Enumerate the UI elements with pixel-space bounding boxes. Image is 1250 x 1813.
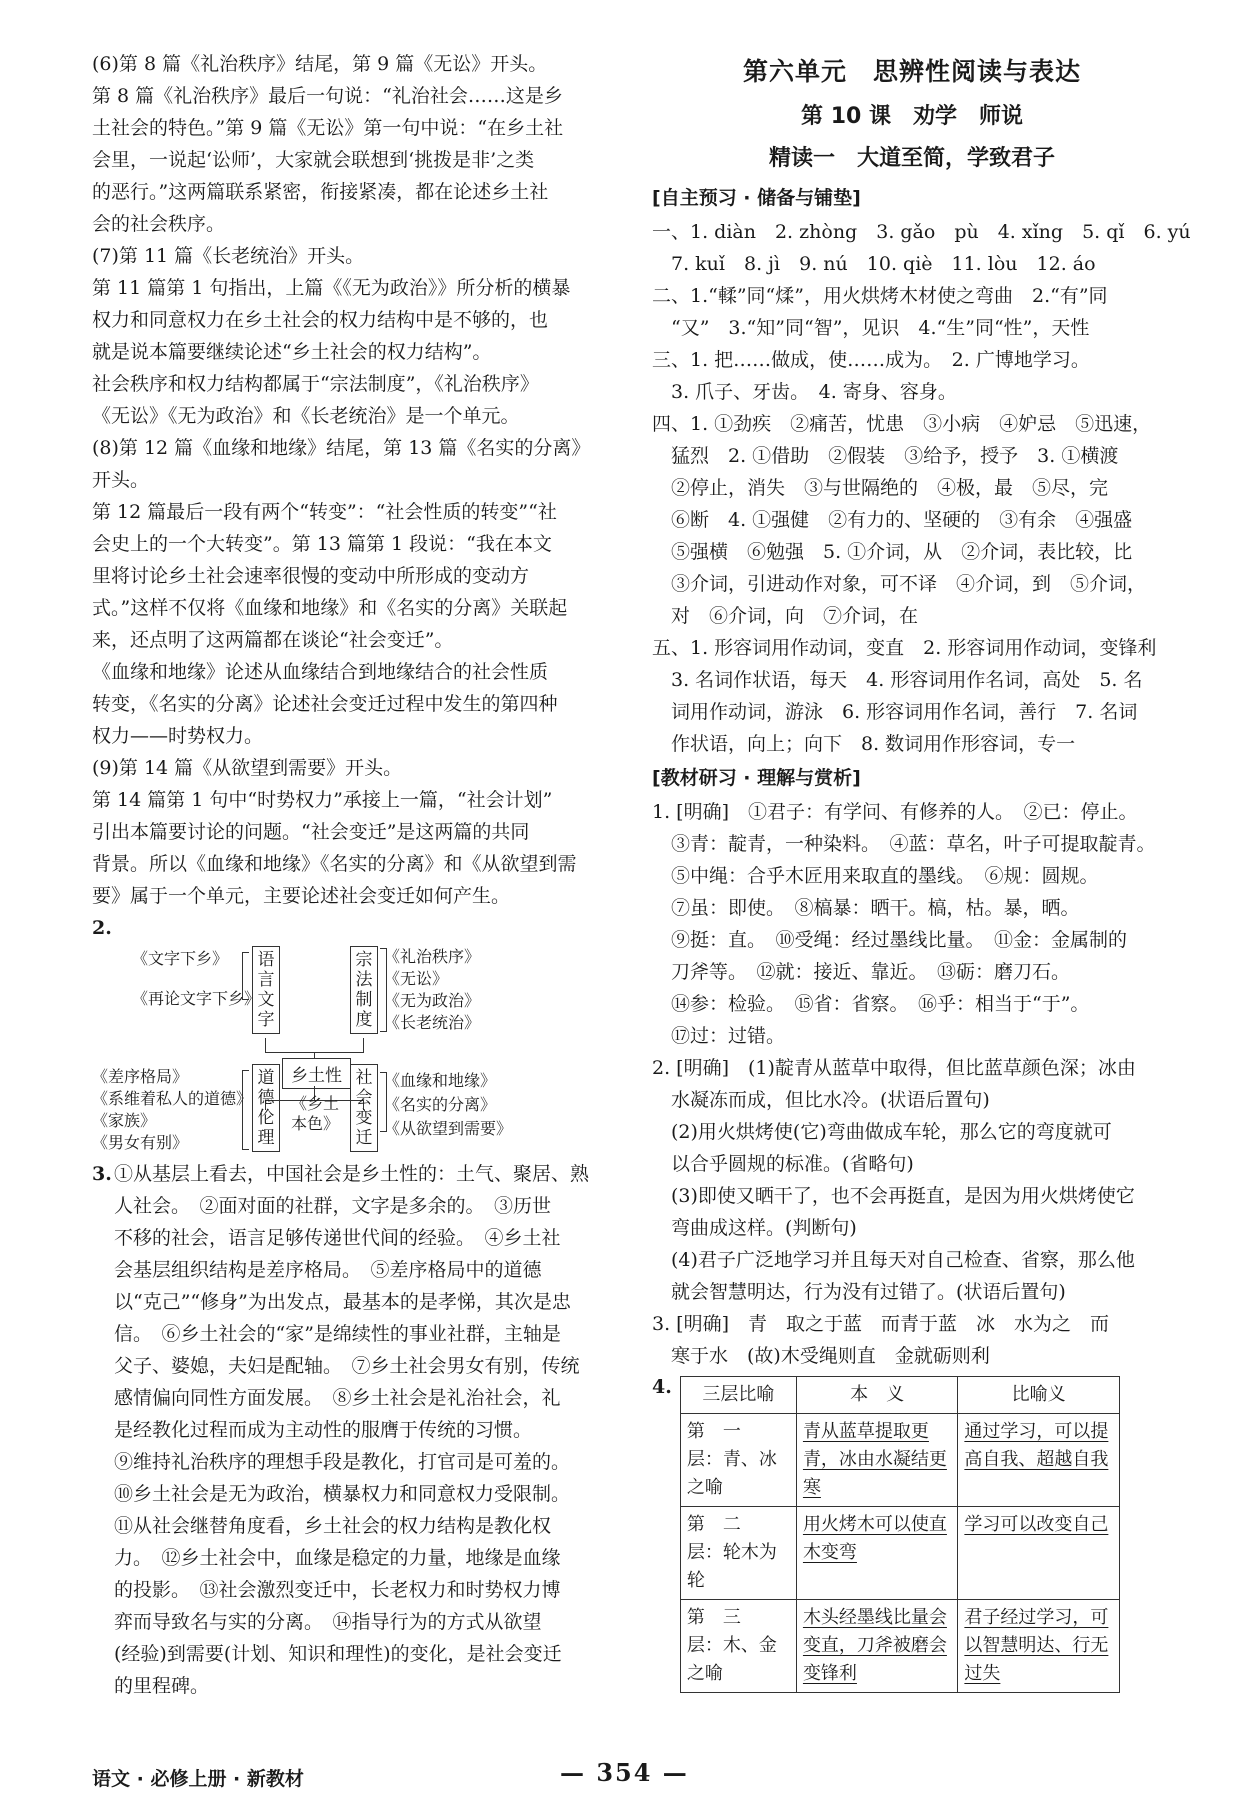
text-line: 就是说本篇要继续论述“乡土社会的权力结构”。 [92, 341, 492, 363]
answer-line: 对 ⑥介词，向 ⑦介词，在 [652, 605, 919, 627]
answer-line: (3)即使又晒干了，也不会再挺直，是因为用火烘烤使它 [652, 1185, 1135, 1207]
text-line: 权力——时势权力。 [92, 725, 264, 747]
answer-line: 信。 ⑥乡土社会的“家”是绵续性的事业社群，主轴是 [114, 1323, 561, 1345]
text-line: 第 11 篇第 1 句指出，上篇《《无为政治》》所分析的横暴 [92, 277, 571, 299]
box-daode-lunli: 道德伦理 [252, 1064, 280, 1152]
table-header: 比喻义 [958, 1377, 1119, 1414]
answer-line: 人社会。 ②面对面的社群，文字是多余的。 ③历世 [114, 1195, 552, 1217]
answer-line: 是经教化过程而成为主动性的服膺于传统的习惯。 [114, 1419, 533, 1441]
answer-line: “又” 3.“知”同“智”，见识 4.“生”同“性”，天性 [652, 317, 1090, 339]
text-line: 社会秩序和权力结构都属于“宗法制度”，《礼治秩序》 [92, 373, 539, 395]
answer-line: 力。 ⑫乡土社会中，血缘是稳定的力量，地缘是血缘 [114, 1547, 561, 1569]
answer-line: 会基层组织结构是差序格局。 ⑤差序格局中的道德 [114, 1259, 542, 1281]
diagram-book: 《家族》 [92, 1111, 157, 1130]
page-number: — 354 — [560, 1758, 689, 1787]
diagram-book: 《差序格局》 [92, 1067, 189, 1086]
answer-line: ⑥断 4. ①强健 ②有力的、坚硬的 ③有余 ④强盛 [652, 509, 1133, 531]
preview-answers [652, 216, 1191, 760]
unit-title: 第六单元 思辨性阅读与表达 [742, 57, 1081, 86]
answer-line: ③青：靛青，一种染料。 ④蓝：草名，叶子可提取靛青。 [652, 833, 1156, 855]
table-cell: 青从蓝草提取更青，冰由水凝结更寒 [796, 1414, 957, 1507]
text-line: 权力和同意权力在乡土社会的权力结构中是不够的，也 [92, 309, 549, 331]
table-row [680, 1507, 1119, 1600]
text-line: (7)第 11 篇《长老统治》开头。 [92, 245, 365, 267]
section-heading-study: [ 教材研习 · 理解与赏析 ] [652, 764, 861, 792]
answer-line: ⑤中绳：合乎木匠用来取直的墨线。 ⑥规：圆规。 [652, 865, 1099, 887]
answer-line: (4)君子广泛地学习并且每天对自己检查、省察，那么他 [652, 1249, 1135, 1271]
text-line: 来，还点明了这两篇都在谈论“社会变迁”。 [92, 629, 454, 651]
text-line: 的恶行。”这两篇联系紧密，衔接紧凑，都在论述乡土社 [92, 181, 549, 203]
table-cell: 学习可以改变自己 [958, 1507, 1119, 1600]
answer-line: 1. [明确] ①君子：有学问、有修养的人。 ②已：停止。 [652, 801, 1138, 823]
question-4 [652, 1376, 1172, 1693]
metaphor-table [680, 1376, 1120, 1693]
text-line: 会史上的一个大转变”。第 13 篇第 1 段说：“我在本文 [92, 533, 552, 555]
diagram-book: 《礼治秩序》 [384, 947, 481, 966]
footer-book-title: 语文 · 必修上册 · 新教材 [92, 1768, 304, 1790]
question-3-number: 3. [92, 1163, 112, 1185]
diagram-book: 《无为政治》 [384, 991, 481, 1010]
text-line: 会里，一说起‘讼师’，大家就会联想到‘挑拨是非’之类 [92, 149, 535, 171]
answer-line: 作状语，向上；向下 8. 数词用作形容词，专一 [652, 733, 1076, 755]
answer-line: 以“克己”“修身”为出发点，最基本的是孝悌，其次是忠 [114, 1291, 571, 1313]
section-heading-preview: [ 自主预习 · 储备与铺垫 ] [652, 184, 861, 212]
answer-line: 弈而导致名与实的分离。 ⑭指导行为的方式从欲望 [114, 1611, 542, 1633]
answer-line: ⑨维持礼治秩序的理想手段是教化，打官司是可羞的。 [114, 1451, 571, 1473]
table-cell: 木头经墨线比量会变直，刀斧被磨会变锋利 [796, 1600, 957, 1693]
question-3-answer [92, 1158, 632, 1702]
table-header: 本 义 [796, 1377, 957, 1414]
diagram-book: 《长老统治》 [384, 1013, 481, 1032]
answer-line: 2. [明确] (1)靛青从蓝草中取得，但比蓝草颜色深；冰由 [652, 1057, 1136, 1079]
diagram-book: 《无讼》 [384, 969, 449, 988]
left-column [92, 48, 632, 1702]
text-line: 会的社会秩序。 [92, 213, 226, 235]
center-xiangtuxing: 乡土性 [282, 1058, 351, 1089]
answer-line: 水凝冻而成，但比水冷。(状语后置句) [652, 1089, 990, 1111]
answer-line: 以合乎圆规的标准。(省略句) [652, 1153, 914, 1175]
answer-line: (经验)到需要(计划、知识和理性)的变化，是社会变迁 [114, 1643, 562, 1665]
diagram-book: 《血缘和地缘》 [384, 1071, 497, 1090]
connector [363, 1038, 364, 1052]
text-line: 里将讨论乡土社会速率很慢的变动中所形成的变动方 [92, 565, 530, 587]
answer-line: 五、1. 形容词用作动词，变直 2. 形容词用作动词，变锋利 [652, 637, 1157, 659]
answer-line: ⑭参：检验。 ⑮省：省察。 ⑯乎：相当于“于”。 [652, 993, 1090, 1015]
right-column [652, 48, 1191, 1693]
text-line: 转变，《名实的分离》论述社会变迁过程中发生的第四种 [92, 693, 558, 715]
answer-line: ⑨挺：直。 ⑩受绳：经过墨线比量。 ⑪金：金属制的 [652, 929, 1128, 951]
lesson-title: 第 10 课 劝学 师说 [801, 104, 1023, 129]
answer-line: ⑩乡土社会是无为政治，横暴权力和同意权力受限制。 [114, 1483, 571, 1505]
table-cell: 用火烤木可以使直木变弯 [796, 1507, 957, 1600]
answer-line: 7. kuǐ 8. jì 9. nú 10. qiè 11. lòu 12. áo [652, 253, 1096, 275]
table-row [680, 1600, 1119, 1693]
text-line: 式。”这样不仅将《血缘和地缘》和《名实的分离》关联起 [92, 597, 568, 619]
answer-line: 就会智慧明达，行为没有过错了。(状语后置句) [652, 1281, 1066, 1303]
answer-line: 的投影。 ⑬社会激烈变迁中，长老权力和时势权力博 [114, 1579, 561, 1601]
diagram-book: 《再论文字下乡》 [132, 989, 261, 1008]
answer-line: 的里程碑。 [114, 1675, 210, 1697]
answer-line: ③介词，引进动作对象，可不译 ④介词，到 ⑤介词， [652, 573, 1147, 595]
text-line: 第 12 篇最后一段有两个“转变”：“社会性质的转变”“社 [92, 501, 557, 523]
answer-line: ⑤强横 ⑥勉强 5. ①介词，从 ②介词，表比较，比 [652, 541, 1133, 563]
table-cell: 第 二 层：轮木为轮 [680, 1507, 796, 1600]
answer-line: 父子、婆媳，夫妇是配轴。 ⑦乡土社会男女有别，传统 [114, 1355, 580, 1377]
left-text-block [92, 48, 632, 912]
text-line: 第 14 篇第 1 句中“时势权力”承接上一篇，“社会计划” [92, 789, 553, 811]
diagram-book: 《男女有别》 [92, 1133, 189, 1152]
diagram-book: 《文字下乡》 [132, 949, 229, 968]
table-header-row [680, 1377, 1119, 1414]
table-row [680, 1414, 1119, 1507]
question-2-number: 2. [92, 917, 112, 939]
answer-line: (2)用火烘烤使(它)弯曲做成车轮，那么它的弯度就可 [652, 1121, 1112, 1143]
text-line: (8)第 12 篇《血缘和地缘》结尾，第 13 篇《名实的分离》 [92, 437, 591, 459]
answer-line: ⑪从社会继替角度看，乡土社会的权力结构是教化权 [114, 1515, 552, 1537]
center-book: 《乡土本色》 [290, 1094, 339, 1133]
connector [265, 1038, 266, 1052]
answer-line: 猛烈 2. ①借助 ②假装 ③给予，授予 3. ①横渡 [652, 445, 1119, 467]
diagram-book: 《系维着私人的道德》 [92, 1089, 253, 1108]
box-zongfa-zhidu: 宗法制度 [350, 946, 378, 1034]
answer-line: 二、1.“輮”同“煣”，用火烘烤木材使之弯曲 2.“有”同 [652, 285, 1108, 307]
brace [242, 1070, 249, 1150]
table-cell: 君子经过学习，可以智慧明达、行无过失 [958, 1600, 1119, 1693]
answer-line: 四、1. ①劲疾 ②痛苦，忧患 ③小病 ④妒忌 ⑤迅速， [652, 413, 1152, 435]
answer-line: 三、1. 把……做成，使……成为。 2. 广博地学习。 [652, 349, 1090, 371]
table-cell: 第 三 层：木、金之喻 [680, 1600, 796, 1693]
answer-line: 3. 名词作状语，每天 4. 形容词用作名词，高处 5. 名 [652, 669, 1143, 691]
structure-diagram [92, 944, 632, 1158]
answer-line: 刀斧等。 ⑫就：接近、靠近。 ⑬砺：磨刀石。 [652, 961, 1071, 983]
diagram-book: 《从欲望到需要》 [384, 1119, 513, 1138]
reading-title: 精读一 大道至简，学致君子 [768, 146, 1055, 171]
text-line: 引出本篇要讨论的问题。“社会变迁”是这两篇的共同 [92, 821, 530, 843]
box-yuyan-wenzi: 语言文字 [252, 946, 280, 1034]
answer-line: 不移的社会，语言足够传递世代间的经验。 ④乡土社 [114, 1227, 561, 1249]
answer-line: ⑰过：过错。 [652, 1025, 786, 1047]
answer-line: ⑦虽：即使。 ⑧槁暴：晒干。槁，枯。暴，晒。 [652, 897, 1080, 919]
text-line: 开头。 [92, 469, 150, 491]
text-line: 第 8 篇《礼治秩序》最后一句说：“礼治社会……这是乡 [92, 85, 563, 107]
text-line: 要》属于一个单元，主要论述社会变迁如何产生。 [92, 885, 511, 907]
text-line: 背景。所以《血缘和地缘》《名实的分离》和《从欲望到需 [92, 853, 577, 875]
answer-line: 寒于水 (故)木受绳则直 金就砺则利 [652, 1345, 990, 1367]
text-line: 土社会的特色。”第 9 篇《无讼》第一句中说：“在乡土社 [92, 117, 564, 139]
answer-line: ②停止，消失 ③与世隔绝的 ④极，最 ⑤尽，完 [652, 477, 1109, 499]
table-cell: 第 一 层：青、冰之喻 [680, 1414, 796, 1507]
table-header: 三层比喻 [680, 1377, 796, 1414]
box-shehui-bianqian: 社会变迁 [350, 1064, 378, 1152]
answer-line: 词用作动词，游泳 6. 形容词用作名词，善行 7. 名词 [652, 701, 1138, 723]
table-cell: 通过学习，可以提高自我、超越自我 [958, 1414, 1119, 1507]
question-4-number: 4. [652, 1376, 672, 1398]
answer-line: 感情偏向同性方面发展。 ⑧乡土社会是礼治社会，礼 [114, 1387, 561, 1409]
answer-line: 3. [明确] 青 取之于蓝 而青于蓝 冰 水为之 而 [652, 1313, 1109, 1335]
study-answers [652, 796, 1172, 1372]
answer-line: ①从基层上看去，中国社会是乡土性的：土气、聚居、熟 [114, 1163, 590, 1185]
diagram-book: 《名实的分离》 [384, 1095, 497, 1114]
answer-line: 一、1. diàn 2. zhòng 3. gǎo pù 4. xǐng 5. qǐ 6. yú [652, 221, 1191, 243]
answer-line: 3. 爪子、牙齿。 4. 寄身、容身。 [652, 381, 957, 403]
brace [242, 952, 249, 1000]
text-line: 《血缘和地缘》论述从血缘结合到地缘结合的社会性质 [92, 661, 549, 683]
text-line: 《无讼》《无为政治》和《长老统治》是一个单元。 [92, 405, 520, 427]
text-line: (9)第 14 篇《从欲望到需要》开头。 [92, 757, 403, 779]
answer-line: 弯曲成这样。(判断句) [652, 1217, 857, 1239]
text-line: (6)第 8 篇《礼治秩序》结尾，第 9 篇《无讼》开头。 [92, 53, 548, 75]
